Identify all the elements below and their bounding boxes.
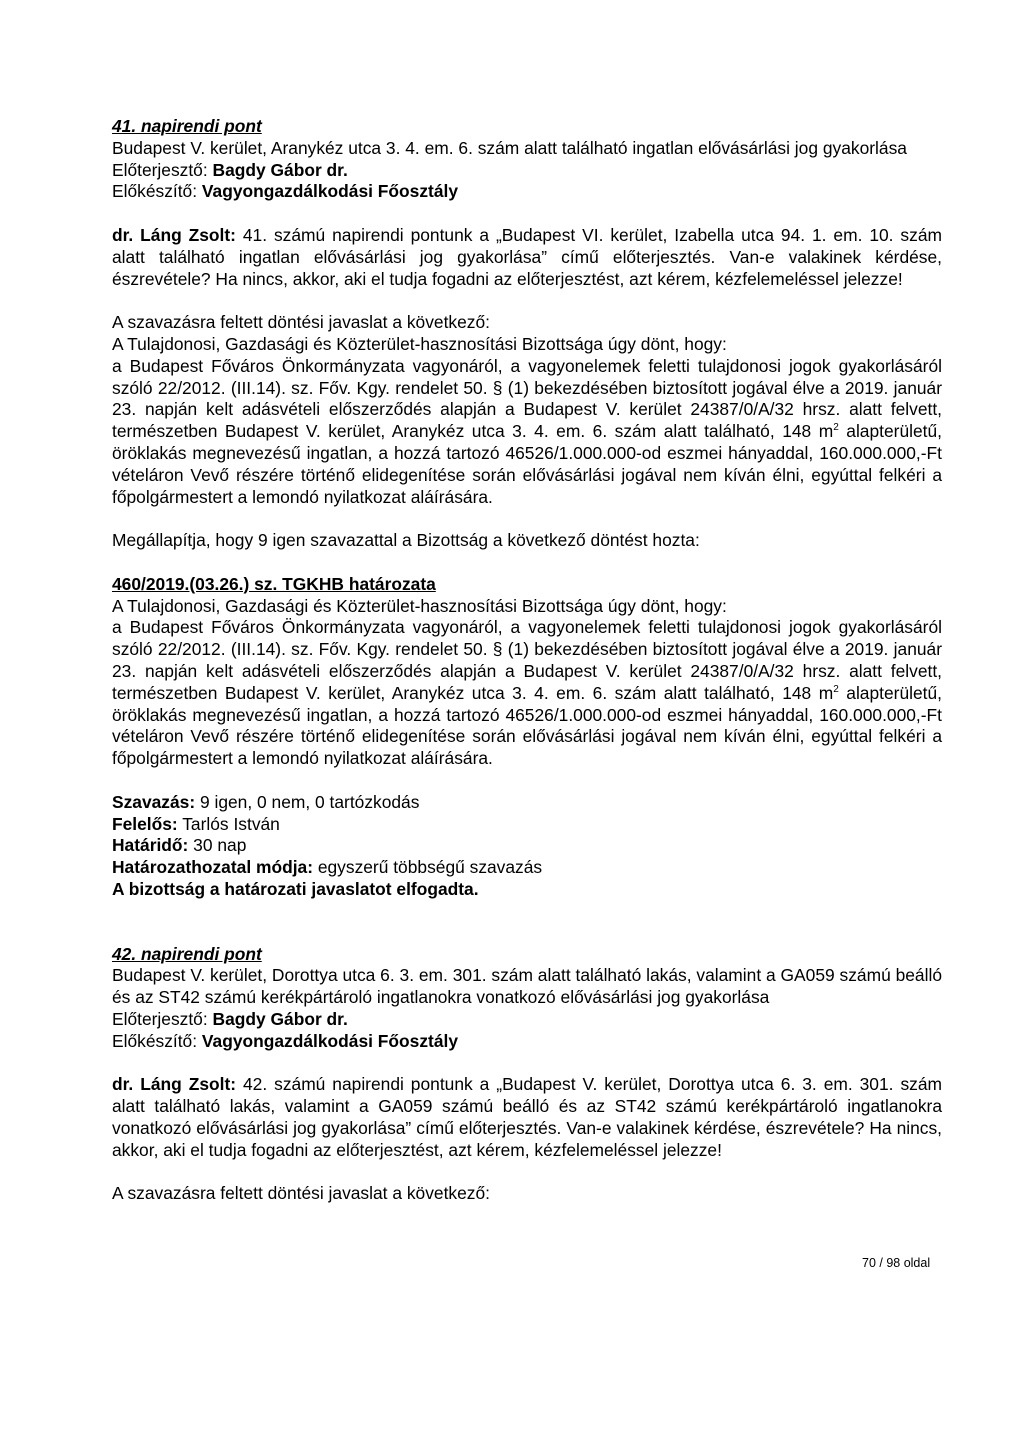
resolution-text-part2: alapterületű, öröklakás megnevezésű ingatlan, a hozzá tartozó 46526/1.000.000-od eszmei hányaddal, 160.000.000,-Ft vételáron Vevő részére történő elidegenítése során elővásárlási jogával nem kíván élni, egyúttal felkéri a főpolgármestert a lemondó nyilatkozat aláírására. xyxy=(112,682,942,769)
accepted-statement: A bizottság a határozati javaslatot elfogadta. xyxy=(112,878,479,899)
resolution-title: 460/2019.(03.26.) sz. TGKHB határozata xyxy=(112,573,436,594)
speech-text: 42. számú napirendi pontunk a „Budapest V. kerület, Dorottya utca 6. 3. em. 301. szám alatt található lakás, valamint a GA059 számú beálló és az ST42 számú kerékpártároló ingatlanokra vonatkozó elővásárlási jog gyakorlása” című előterjesztés. Van-e valakinek kérdése, észrevétele? Ha nincs, akkor, aki el tudja fogadni az előterjesztést, azt kérem, kézfelemeléssel jelezze! xyxy=(112,1074,942,1160)
vote-line xyxy=(112,792,942,814)
proposal-intro: A szavazásra feltett döntési javaslat a következő: xyxy=(112,1183,490,1204)
preparer-line xyxy=(112,181,942,203)
resolution-text-part1: a Budapest Főváros Önkormányzata vagyonáról, a vagyonelemek feletti tulajdonosi jogok gyakorlásáról szóló 22/2012. (III.14). sz. Főv. Kgy. rendelet 50. § (1) bekezdésében biztosított jogával élve a 2019. január 23. napján kelt adásvételi előszerződés alapján a Budapest V. kerület 24387/0/A/32 hrsz. alatt felvett, természetben Budapest V. kerület, Aranykéz utca 3. 4. em. 6. szám alatt található, 148 m xyxy=(112,617,942,703)
method-value: egyszerű többségű szavazás xyxy=(313,857,543,878)
proposal-text xyxy=(112,356,942,509)
method-line xyxy=(112,857,942,879)
agenda-item-subject: Budapest V. kerület, Aranykéz utca 3. 4. em. 6. szám alatt található ingatlan elővásárlási jog gyakorlása xyxy=(112,137,907,158)
preparer-name: Vagyongazdálkodási Főosztály xyxy=(201,181,459,202)
vote-label: Szavazás: xyxy=(112,791,196,812)
responsible-label: Felelős: xyxy=(112,813,178,834)
speech-paragraph xyxy=(112,225,942,290)
presenter-line xyxy=(112,1009,942,1031)
speech-paragraph xyxy=(112,1074,942,1161)
deadline-line xyxy=(112,835,942,857)
speaker-name: dr. Láng Zsolt: xyxy=(112,1074,237,1095)
deadline-value: 30 nap xyxy=(188,835,247,856)
superscript: 2 xyxy=(833,683,839,695)
resolution-committee-intro: A Tulajdonosi, Gazdasági és Közterület-hasznosítási Bizottsága úgy dönt, hogy: xyxy=(112,595,727,616)
presenter-name: Bagdy Gábor dr. xyxy=(212,1009,348,1030)
preparer-line xyxy=(112,1031,942,1053)
preparer-label: Előkészítő: xyxy=(112,1030,202,1051)
document-page xyxy=(112,116,942,1205)
responsible-line xyxy=(112,814,942,836)
speaker-name: dr. Láng Zsolt: xyxy=(112,224,236,245)
vote-value: 9 igen, 0 nem, 0 tartózkodás xyxy=(195,791,420,812)
resolution-text xyxy=(112,617,942,770)
page-number: 70 / 98 oldal xyxy=(862,1256,931,1270)
proposal-text-part1: a Budapest Főváros Önkormányzata vagyonáról, a vagyonelemek feletti tulajdonosi jogok gyakorlásáról szóló 22/2012. (III.14). sz. Főv. Kgy. rendelet 50. § (1) bekezdésében biztosított jogával élve a 2019. január 23. napján kelt adásvételi előszerződés alapján a Budapest V. kerület 24387/0/A/32 hrsz. alatt felvett, természetben Budapest V. kerület, Aranykéz utca 3. 4. em. 6. szám alatt található, 148 m xyxy=(112,355,942,442)
presenter-label: Előterjesztő: xyxy=(112,1009,213,1030)
proposal-text-part2: alapterületű, öröklakás megnevezésű ingatlan, a hozzá tartozó 46526/1.000.000-od eszmei hányaddal, 160.000.000,-Ft vételáron Vevő részére történő elidegenítése során elővásárlási jogával nem kíván élni, egyúttal felkéri a főpolgármestert a lemondó nyilatkozat aláírására. xyxy=(112,421,942,507)
finding-text: Megállapítja, hogy 9 igen szavazattal a Bizottság a következő döntést hozta: xyxy=(112,530,700,551)
agenda-item-subject: Budapest V. kerület, Dorottya utca 6. 3. em. 301. szám alatt található lakás, valamint a GA059 számú beálló és az ST42 számú kerékpártároló ingatlanokra vonatkozó elővásárlási jog gyakorlása xyxy=(112,965,942,1008)
agenda-item-heading: 42. napirendi pont xyxy=(112,943,262,964)
proposal-intro: A szavazásra feltett döntési javaslat a következő: xyxy=(112,312,490,333)
presenter-label: Előterjesztő: xyxy=(112,159,213,180)
committee-decision-intro: A Tulajdonosi, Gazdasági és Közterület-hasznosítási Bizottsága úgy dönt, hogy: xyxy=(112,333,727,354)
preparer-label: Előkészítő: xyxy=(112,181,202,202)
presenter-line xyxy=(112,160,942,182)
deadline-label: Határidő: xyxy=(112,835,189,856)
speech-text: 41. számú napirendi pontunk a „Budapest VI. kerület, Izabella utca 94. 1. em. 10. szám alatt található ingatlan elővásárlási jog gyakorlása” című előterjesztés. Van-e valakinek kérdése, észrevétele? Ha nincs, akkor, aki el tudja fogadni az előterjesztést, azt kérem, kézfelemeléssel jelezze! xyxy=(112,224,942,289)
responsible-value: Tarlós István xyxy=(177,813,280,834)
preparer-name: Vagyongazdálkodási Főosztály xyxy=(201,1030,459,1051)
method-label: Határozathozatal módja: xyxy=(112,857,313,878)
presenter-name: Bagdy Gábor dr. xyxy=(212,159,348,180)
superscript: 2 xyxy=(833,422,839,434)
agenda-item-heading: 41. napirendi pont xyxy=(112,116,262,136)
